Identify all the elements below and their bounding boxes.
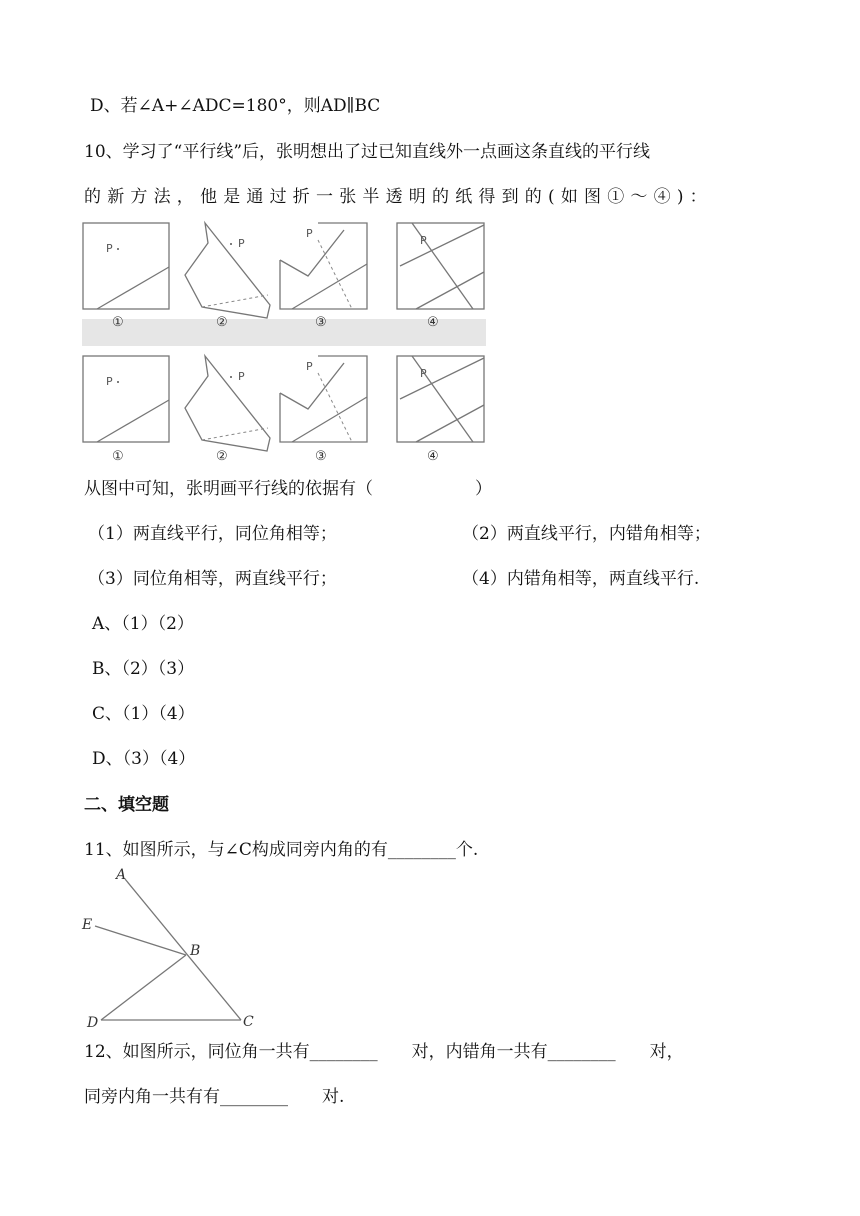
q11-geometry-figure bbox=[78, 865, 278, 1030]
fig3-row1-point-label: P bbox=[306, 227, 313, 240]
q10-option-d: D、（3）（4） bbox=[92, 749, 196, 769]
fig2-row1-folded-paper bbox=[185, 223, 270, 318]
section-title-fill-in: 二、填空题 bbox=[84, 795, 169, 815]
q9-option-d: D、若∠A+∠ADC=180°，则AD∥BC bbox=[90, 96, 381, 116]
fig3-row2-point-label: P bbox=[306, 360, 313, 373]
fig4-row1-point-label: P bbox=[420, 234, 427, 247]
fig1-row2-label: ① bbox=[112, 449, 124, 464]
q10-statement-3: （3）同位角相等，两直线平行； bbox=[88, 569, 337, 589]
fig2-row2-label: ② bbox=[216, 449, 228, 464]
fig1-row1-point-label: P bbox=[106, 242, 113, 255]
fig3-row2-label: ③ bbox=[315, 449, 327, 464]
point-e-label: E bbox=[82, 917, 93, 933]
figure-band bbox=[82, 319, 486, 346]
q10-text-line1: 10、学习了“平行线”后，张明想出了过已知直线外一点画这条直线的平行线 bbox=[84, 142, 651, 162]
point-c-label: C bbox=[243, 1014, 254, 1030]
q10-option-a: A、（1）（2） bbox=[92, 614, 194, 634]
fig2-row2-point-label: P bbox=[238, 370, 245, 383]
segment-ac bbox=[125, 879, 241, 1020]
segment-eb bbox=[95, 926, 186, 955]
fig2-row1-label: ② bbox=[216, 315, 228, 330]
q10-statement-4: （4）内错角相等，两直线平行. bbox=[462, 569, 700, 589]
q10-statement-2: （2）两直线平行，内错角相等； bbox=[462, 524, 711, 544]
fig1-row1-label: ① bbox=[112, 315, 124, 330]
q10-text-line2: 的新方法，他是通过折一张半透明的纸得到的(如图①～④)： bbox=[84, 187, 713, 207]
q10-prompt: 从图中可知，张明画平行线的依据有（ ） bbox=[84, 479, 492, 499]
fig1-row2-point-label: P bbox=[106, 375, 113, 388]
q11-text: 11、如图所示，与∠C构成同旁内角的有________个. bbox=[84, 840, 479, 860]
fig4-row2-label: ④ bbox=[427, 449, 439, 464]
fig1-row1-square bbox=[83, 223, 169, 309]
fig4-row1-label: ④ bbox=[427, 315, 439, 330]
q10-option-b: B、（2）（3） bbox=[92, 659, 195, 679]
point-a-label: A bbox=[116, 867, 127, 883]
fig2-row1-point-label: P bbox=[238, 237, 245, 250]
q10-fold-figure bbox=[80, 220, 490, 465]
fig3-row1-label: ③ bbox=[315, 315, 327, 330]
segment-bd bbox=[101, 955, 186, 1020]
point-b-label: B bbox=[190, 943, 201, 959]
q10-statement-1: （1）两直线平行，同位角相等； bbox=[88, 524, 337, 544]
q12-text-line2: 同旁内角一共有有________ 对. bbox=[84, 1087, 345, 1107]
fig3-row1-paper bbox=[280, 223, 367, 309]
q12-text-line1: 12、如图所示，同位角一共有________ 对，内错角一共有________ 对， bbox=[84, 1042, 684, 1062]
fig1-row2-square bbox=[83, 356, 169, 442]
fig3-row2-paper bbox=[280, 356, 367, 442]
fig2-row2-folded-paper bbox=[185, 356, 270, 451]
point-d-label: D bbox=[87, 1015, 99, 1031]
fig4-row2-point-label: P bbox=[420, 367, 427, 380]
q10-option-c: C、（1）（4） bbox=[92, 704, 195, 724]
